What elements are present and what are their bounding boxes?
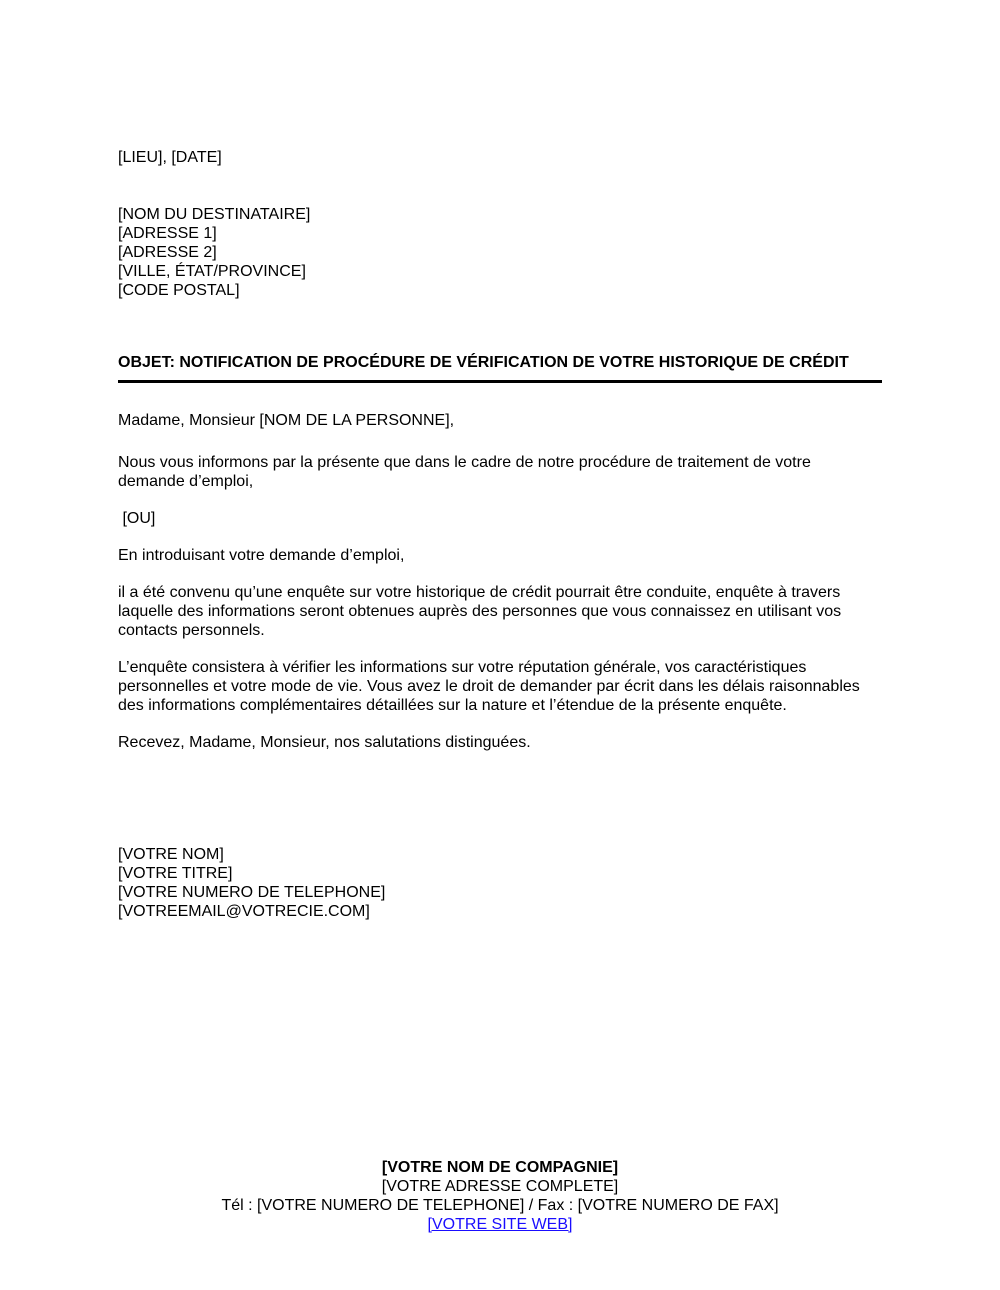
paragraph-4-line: personnelles et votre mode de vie. Vous avez le droit de demander par écrit dans les délais raisonnables bbox=[118, 678, 860, 695]
signature-block bbox=[118, 845, 888, 921]
company-footer bbox=[0, 1158, 1000, 1234]
recipient-address-1: [ADRESSE 1] bbox=[118, 225, 217, 242]
paragraph-3-line: laquelle des informations seront obtenues auprès des personnes que vous connaissez en utilisant vos bbox=[118, 603, 842, 620]
paragraph-1 bbox=[118, 453, 888, 491]
salutation: Madame, Monsieur [NOM DE LA PERSONNE], bbox=[118, 412, 455, 429]
paragraph-2: En introduisant votre demande d’emploi, bbox=[118, 547, 405, 564]
footer-website-link[interactable]: [VOTRE SITE WEB] bbox=[427, 1216, 573, 1233]
paragraph-4-line: L’enquête consistera à vérifier les informations sur votre réputation générale, vos caractéristiques bbox=[118, 659, 807, 676]
paragraph-3-line: contacts personnels. bbox=[118, 622, 265, 639]
subject-divider bbox=[118, 380, 882, 383]
paragraph-4 bbox=[118, 658, 888, 715]
paragraph-1-line: demande d’emploi, bbox=[118, 473, 254, 490]
signature-name: [VOTRE NOM] bbox=[118, 846, 224, 863]
recipient-address-2: [ADRESSE 2] bbox=[118, 244, 217, 261]
signature-phone: [VOTRE NUMERO DE TELEPHONE] bbox=[118, 884, 386, 901]
recipient-postal-code: [CODE POSTAL] bbox=[118, 282, 240, 299]
recipient-city-state: [VILLE, ÉTAT/PROVINCE] bbox=[118, 263, 306, 280]
recipient-name: [NOM DU DESTINATAIRE] bbox=[118, 206, 311, 223]
paragraph-1-line: Nous vous informons par la présente que dans le cadre de notre procédure de traitement de votre bbox=[118, 454, 811, 471]
footer-contact: Tél : [VOTRE NUMERO DE TELEPHONE] / Fax : [VOTRE NUMERO DE FAX] bbox=[221, 1197, 779, 1214]
closing: Recevez, Madame, Monsieur, nos salutations distinguées. bbox=[118, 734, 531, 751]
paragraph-4-line: des informations complémentaires détaillées sur la nature et l’étendue de la présente enquête. bbox=[118, 697, 787, 714]
place-date: [LIEU], [DATE] bbox=[118, 149, 222, 166]
paragraph-3-line: il a été convenu qu’une enquête sur votre historique de crédit pourrait être conduite, enquête à travers bbox=[118, 584, 841, 601]
footer-address: [VOTRE ADRESSE COMPLETE] bbox=[381, 1178, 619, 1195]
signature-title: [VOTRE TITRE] bbox=[118, 865, 233, 882]
or-option: [OU] bbox=[118, 510, 156, 527]
signature-email: [VOTREEMAIL@VOTRECIE.COM] bbox=[118, 903, 370, 920]
footer-company-name: [VOTRE NOM DE COMPAGNIE] bbox=[381, 1159, 619, 1176]
paragraph-3 bbox=[118, 583, 888, 640]
subject-line: OBJET: NOTIFICATION DE PROCÉDURE DE VÉRIFICATION DE VOTRE HISTORIQUE DE CRÉDIT bbox=[118, 354, 849, 371]
recipient-block bbox=[118, 205, 888, 300]
